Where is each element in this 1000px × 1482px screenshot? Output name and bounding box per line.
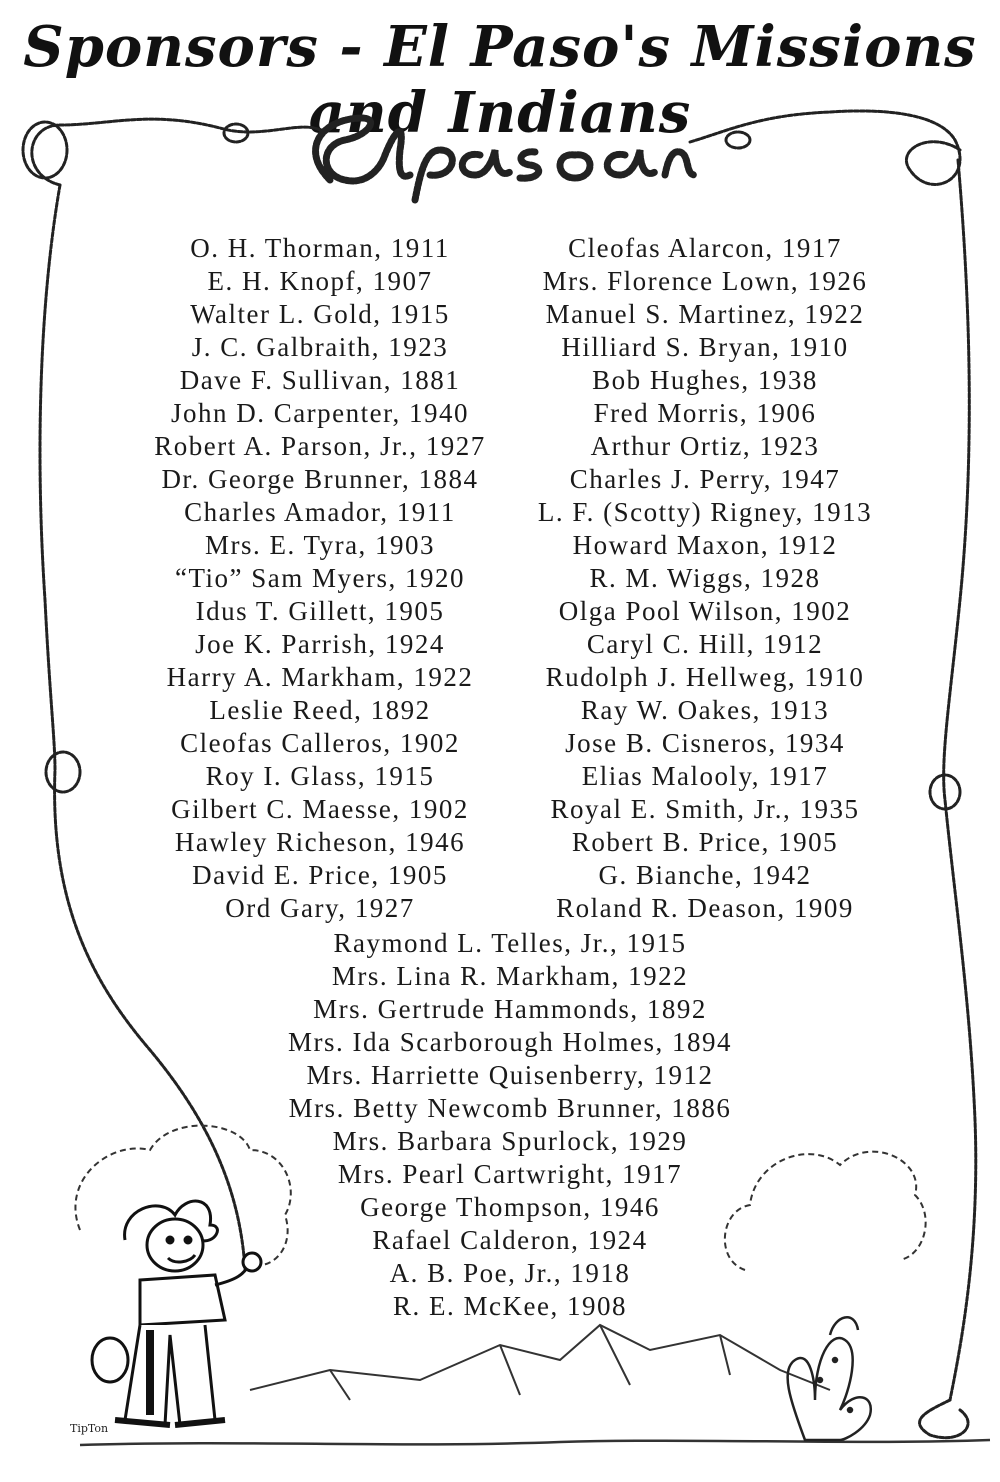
- sponsor-name: R. M. Wiggs, 1928: [589, 563, 821, 593]
- right-sponsor-column: [495, 232, 915, 925]
- sponsor-name: Mrs. Lina R. Markham, 1922: [331, 961, 689, 991]
- sponsor-name: L. F. (Scotty) Rigney, 1913: [537, 497, 873, 527]
- sponsor-name: Mrs. Pearl Cartwright, 1917: [337, 1159, 683, 1189]
- sponsor-name: Rudolph J. Hellweg, 1910: [545, 662, 865, 692]
- sponsor-name: Bob Hughes, 1938: [592, 365, 818, 395]
- sponsor-name: A. B. Poe, Jr., 1918: [389, 1258, 631, 1288]
- sponsor-name: Raymond L. Telles, Jr., 1915: [333, 928, 687, 958]
- centered-sponsor-list: [200, 927, 820, 1323]
- sponsor-name: Harry A. Markham, 1922: [166, 662, 474, 692]
- sponsor-name: Robert B. Price, 1905: [571, 827, 839, 857]
- sponsor-name: Ray W. Oakes, 1913: [580, 695, 830, 725]
- sponsor-name: R. E. McKee, 1908: [393, 1291, 627, 1321]
- sponsor-name: Dr. George Brunner, 1884: [161, 464, 479, 494]
- sponsor-name: David E. Price, 1905: [192, 860, 448, 890]
- sponsor-name: Mrs. Harriette Quisenberry, 1912: [306, 1060, 714, 1090]
- sponsor-name: Howard Maxon, 1912: [572, 530, 838, 560]
- page-title: Sponsors - El Paso's Missions and Indians: [23, 14, 977, 146]
- sponsor-name: Royal E. Smith, Jr., 1935: [550, 794, 860, 824]
- sponsor-name: Cleofas Calleros, 1902: [180, 728, 460, 758]
- left-sponsor-column: [110, 232, 530, 925]
- sponsor-name: Elias Malooly, 1917: [581, 761, 829, 791]
- sponsor-name: Jose B. Cisneros, 1934: [565, 728, 845, 758]
- sponsor-name: Arthur Ortiz, 1923: [590, 431, 820, 461]
- sponsor-name: Fred Morris, 1906: [593, 398, 817, 428]
- sponsor-name: John D. Carpenter, 1940: [170, 398, 470, 428]
- sponsor-name: O. H. Thorman, 1911: [190, 233, 450, 263]
- sponsor-name: Caryl C. Hill, 1912: [586, 629, 824, 659]
- sponsor-name: Leslie Reed, 1892: [209, 695, 431, 725]
- sponsor-name: Mrs. Betty Newcomb Brunner, 1886: [288, 1093, 732, 1123]
- sponsor-name: Mrs. Florence Lown, 1926: [542, 266, 868, 296]
- elpasoans-script-icon: [316, 118, 695, 200]
- sponsor-name: Idus T. Gillett, 1905: [195, 596, 445, 626]
- sponsor-name: Robert A. Parson, Jr., 1927: [154, 431, 486, 461]
- sponsor-name: “Tio” Sam Myers, 1920: [174, 563, 465, 593]
- sponsor-name: Joe K. Parrish, 1924: [195, 629, 445, 659]
- mountains-icon: [80, 1325, 990, 1445]
- sponsor-name: J. C. Galbraith, 1923: [191, 332, 449, 362]
- sponsor-name: Mrs. Barbara Spurlock, 1929: [332, 1126, 688, 1156]
- sponsor-name: Charles Amador, 1911: [184, 497, 456, 527]
- sponsor-name: Mrs. Ida Scarborough Holmes, 1894: [288, 1027, 732, 1057]
- sponsor-name: Gilbert C. Maesse, 1902: [171, 794, 469, 824]
- sponsor-name: Manuel S. Martinez, 1922: [545, 299, 865, 329]
- sponsor-name: Mrs. E. Tyra, 1903: [204, 530, 436, 560]
- artist-signature: TipTon: [70, 1422, 109, 1435]
- sponsor-name: Hilliard S. Bryan, 1910: [561, 332, 849, 362]
- sponsor-name: G. Bianche, 1942: [598, 860, 812, 890]
- sponsor-name: Charles J. Perry, 1947: [569, 464, 841, 494]
- sponsor-name: Roland R. Deason, 1909: [556, 893, 854, 923]
- sponsor-name: Roy I. Glass, 1915: [205, 761, 435, 791]
- sponsor-name: Olga Pool Wilson, 1902: [558, 596, 852, 626]
- sponsor-name: George Thompson, 1946: [360, 1192, 660, 1222]
- sponsor-name: Cleofas Alarcon, 1917: [568, 233, 842, 263]
- sponsor-name: Hawley Richeson, 1946: [174, 827, 466, 857]
- sponsor-name: Rafael Calderon, 1924: [372, 1225, 648, 1255]
- sponsor-name: Walter L. Gold, 1915: [190, 299, 450, 329]
- sponsor-name: Dave F. Sullivan, 1881: [179, 365, 461, 395]
- sponsor-name: Ord Gary, 1927: [225, 893, 415, 923]
- sponsor-name: Mrs. Gertrude Hammonds, 1892: [313, 994, 707, 1024]
- sponsor-name: E. H. Knopf, 1907: [207, 266, 433, 296]
